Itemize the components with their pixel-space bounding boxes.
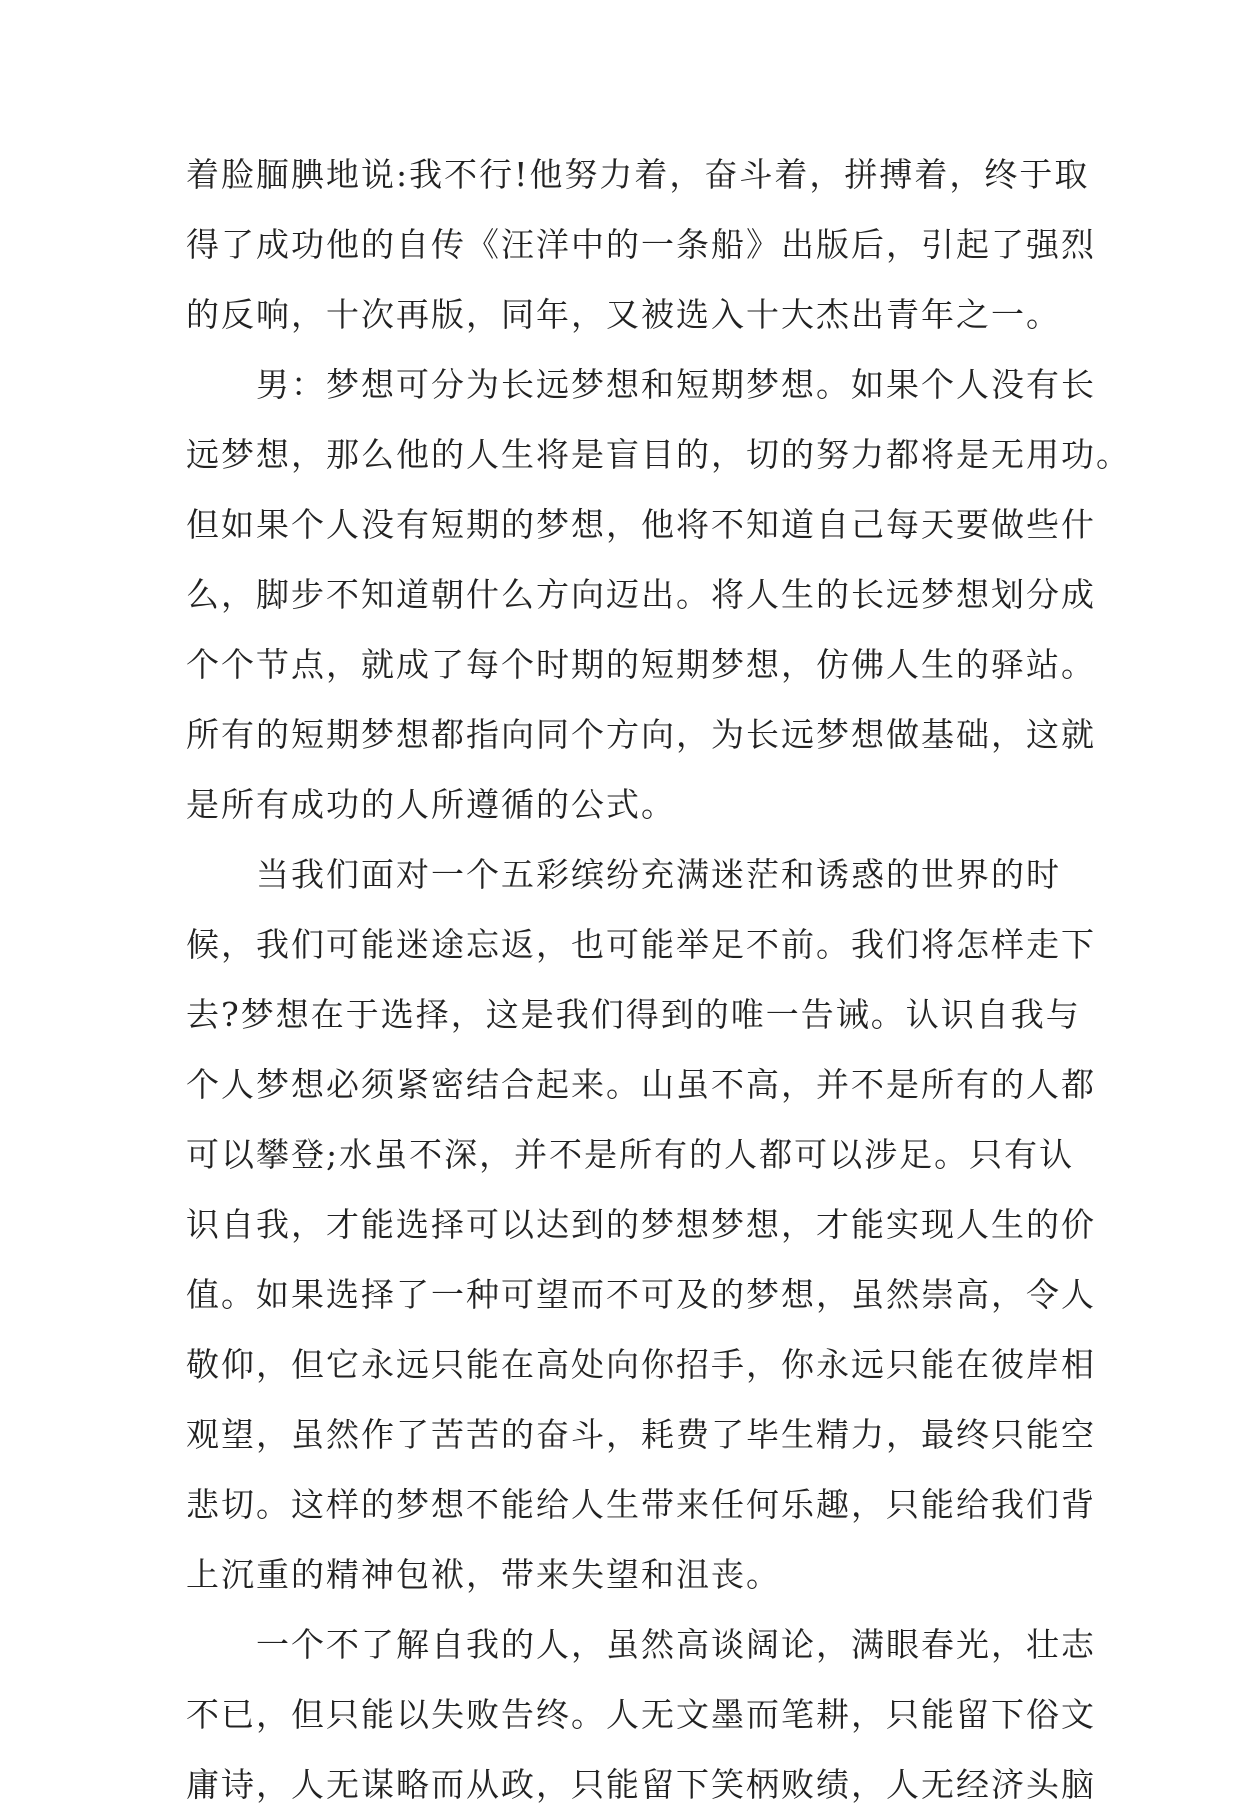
text-line: 的反响，十次再版，同年，又被选入十大杰出青年之一。 <box>186 295 1061 334</box>
text-line: 上沉重的精神包袱，带来失望和沮丧。 <box>186 1555 781 1594</box>
text-line: 男：梦想可分为长远梦想和短期梦想。如果个人没有长 <box>186 365 1096 404</box>
text-line: 庸诗，人无谋略而从政，只能留下笑柄败绩，人无经济头脑 <box>186 1765 1096 1804</box>
text-line: 么，脚步不知道朝什么方向迈出。将人生的长远梦想划分成 <box>186 575 1096 614</box>
text-line: 但如果个人没有短期的梦想，他将不知道自己每天要做些什 <box>186 505 1096 544</box>
text-line: 悲切。这样的梦想不能给人生带来任何乐趣，只能给我们背 <box>186 1485 1096 1524</box>
text-line: 远梦想，那么他的人生将是盲目的，切的努力都将是无用功。 <box>186 435 1131 474</box>
body-text <box>186 140 1131 1820</box>
text-line: 识自我，才能选择可以达到的梦想梦想，才能实现人生的价 <box>186 1205 1096 1244</box>
text-line: 敬仰，但它永远只能在高处向你招手，你永远只能在彼岸相 <box>186 1345 1096 1384</box>
text-line: 所有的短期梦想都指向同个方向，为长远梦想做基础，这就 <box>186 715 1096 754</box>
text-line: 观望，虽然作了苦苦的奋斗，耗费了毕生精力，最终只能空 <box>186 1415 1096 1454</box>
text-line: 个人梦想必须紧密结合起来。山虽不高，并不是所有的人都 <box>186 1065 1096 1104</box>
text-line: 一个不了解自我的人，虽然高谈阔论，满眼春光，壮志 <box>186 1625 1096 1664</box>
text-line: 不已，但只能以失败告终。人无文墨而笔耕，只能留下俗文 <box>186 1695 1096 1734</box>
text-line: 值。如果选择了一种可望而不可及的梦想，虽然崇高，令人 <box>186 1275 1096 1314</box>
text-line: 可以攀登;水虽不深，并不是所有的人都可以涉足。只有认 <box>186 1135 1075 1174</box>
text-line: 得了成功他的自传《汪洋中的一条船》出版后，引起了强烈 <box>186 225 1096 264</box>
text-line: 个个节点，就成了每个时期的短期梦想，仿佛人生的驿站。 <box>186 645 1096 684</box>
text-line: 去?梦想在于选择，这是我们得到的唯一告诫。认识自我与 <box>186 995 1081 1034</box>
text-line: 是所有成功的人所遵循的公式。 <box>186 785 676 824</box>
text-line: 候，我们可能迷途忘返，也可能举足不前。我们将怎样走下 <box>186 925 1096 964</box>
text-line: 当我们面对一个五彩缤纷充满迷茫和诱惑的世界的时 <box>186 855 1061 894</box>
text-line: 着脸腼腆地说:我不行!他努力着，奋斗着，拼搏着，终于取 <box>186 155 1090 194</box>
